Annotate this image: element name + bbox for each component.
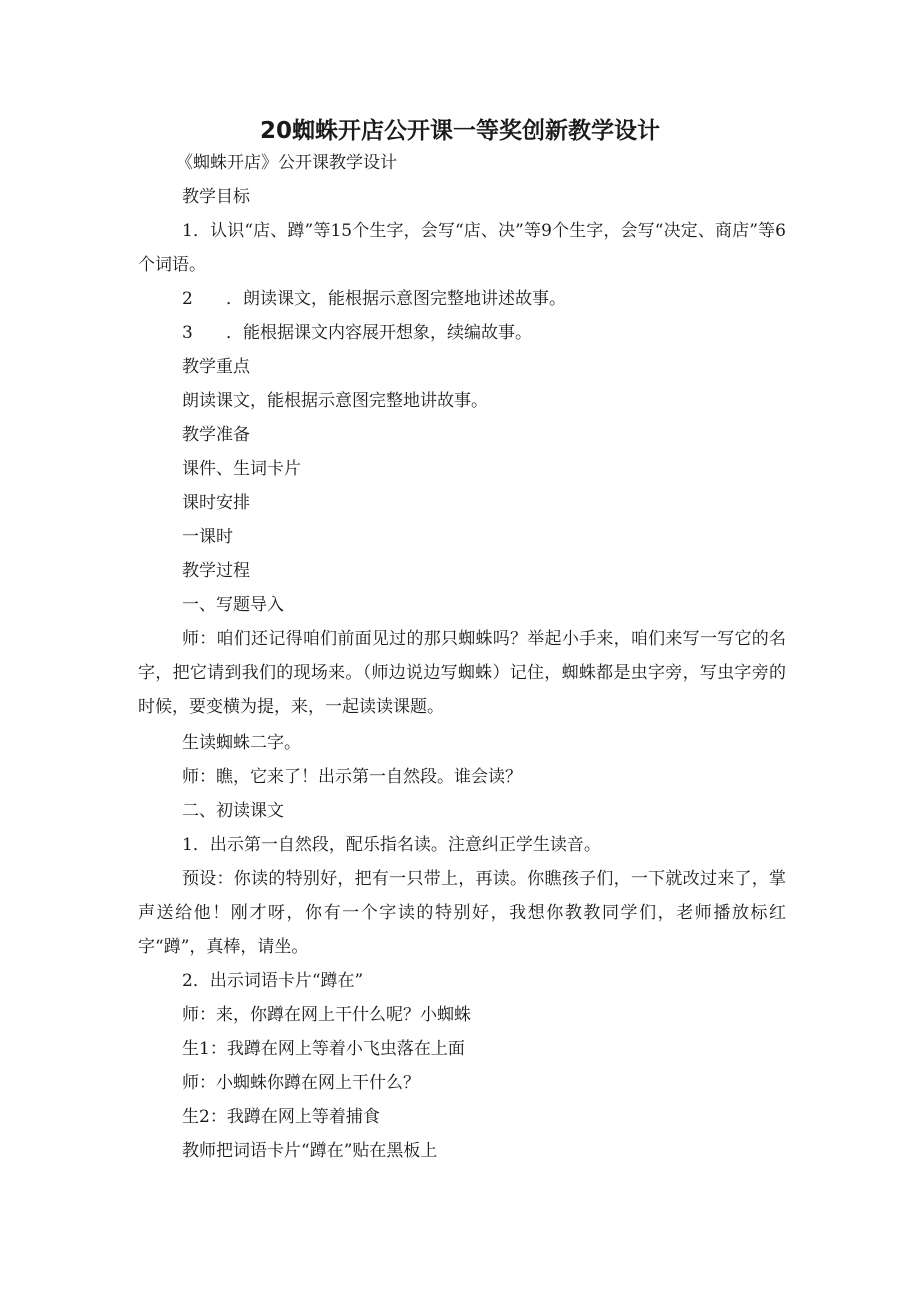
section-two-heading: 二、初读课文 [182,801,284,821]
teacher-intro-paragraph: 师：咱们还记得咱们前面见过的那只蜘蛛吗？举起小手来，咱们来写一写它的名字，把它请到我们的现场来。（师边说边写蜘蛛）记住，蜘蛛都是虫字旁，写虫字旁的时候，要变横为提，来，一起读读课题。 [138,629,786,717]
preparation-text: 课件、生词卡片 [182,459,301,479]
student-1-answer: 生1：我蹲在网上等着小飞虫落在上面 [182,1039,465,1059]
heading-preparation: 教学准备 [182,425,250,445]
heading-process: 教学过程 [182,561,250,581]
key-points-text: 朗读课文，能根据示意图完整地讲故事。 [182,391,488,411]
teacher-prompt-line: 师：瞧，它来了！出示第一自然段。谁会读？ [182,767,522,787]
student-2-answer: 生2：我蹲在网上等着捕食 [182,1107,380,1127]
heading-key-points: 教学重点 [182,357,250,377]
goal-item-3-number: 3 [182,323,193,343]
teacher-question-line: 师：来，你蹲在网上干什么呢？小蜘蛛 [182,1005,471,1025]
student-reading-line: 生读蜘蛛二字。 [182,733,301,753]
heading-teaching-goals: 教学目标 [182,187,250,207]
goal-item-3-text: ．能根据课文内容展开想象，续编故事。 [226,323,532,343]
goal-item-2-number: 2 [182,289,193,309]
schedule-text: 一课时 [182,527,233,547]
preset-paragraph: 预设：你读的特别好，把有一只带上，再读。你瞧孩子们，一下就改过来了，掌声送给他！刚才呀，你有一个字读的特别好，我想你教教同学们，老师播放标红字“蹲”，真棒，请坐。 [138,869,786,957]
heading-schedule: 课时安排 [182,493,250,513]
section-one-heading: 一、写题导入 [182,595,284,615]
goal-item-1: 1．认识“店、蹲”等15个生字，会写“店、决”等9个生字，会写“决定、商店”等6个词语。 [138,221,786,275]
step-2-line: 2．出示词语卡片“蹲在” [182,971,364,991]
goal-item-2-text: ．朗读课文，能根据示意图完整地讲述故事。 [226,289,566,309]
document-title: 20蜘蛛开店公开课一等奖创新教学设计 [259,118,660,144]
teacher-question-2: 师：小蜘蛛你蹲在网上干什么？ [182,1073,420,1093]
goal-item-3 [182,316,532,350]
teacher-action-line: 教师把词语卡片“蹲在”贴在黑板上 [182,1141,438,1161]
goal-item-2 [182,282,566,316]
step-1-line: 1．出示第一自然段，配乐指名读。注意纠正学生读音。 [182,835,601,855]
subtitle-line: 《蜘蛛开店》公开课教学设计 [176,153,397,173]
